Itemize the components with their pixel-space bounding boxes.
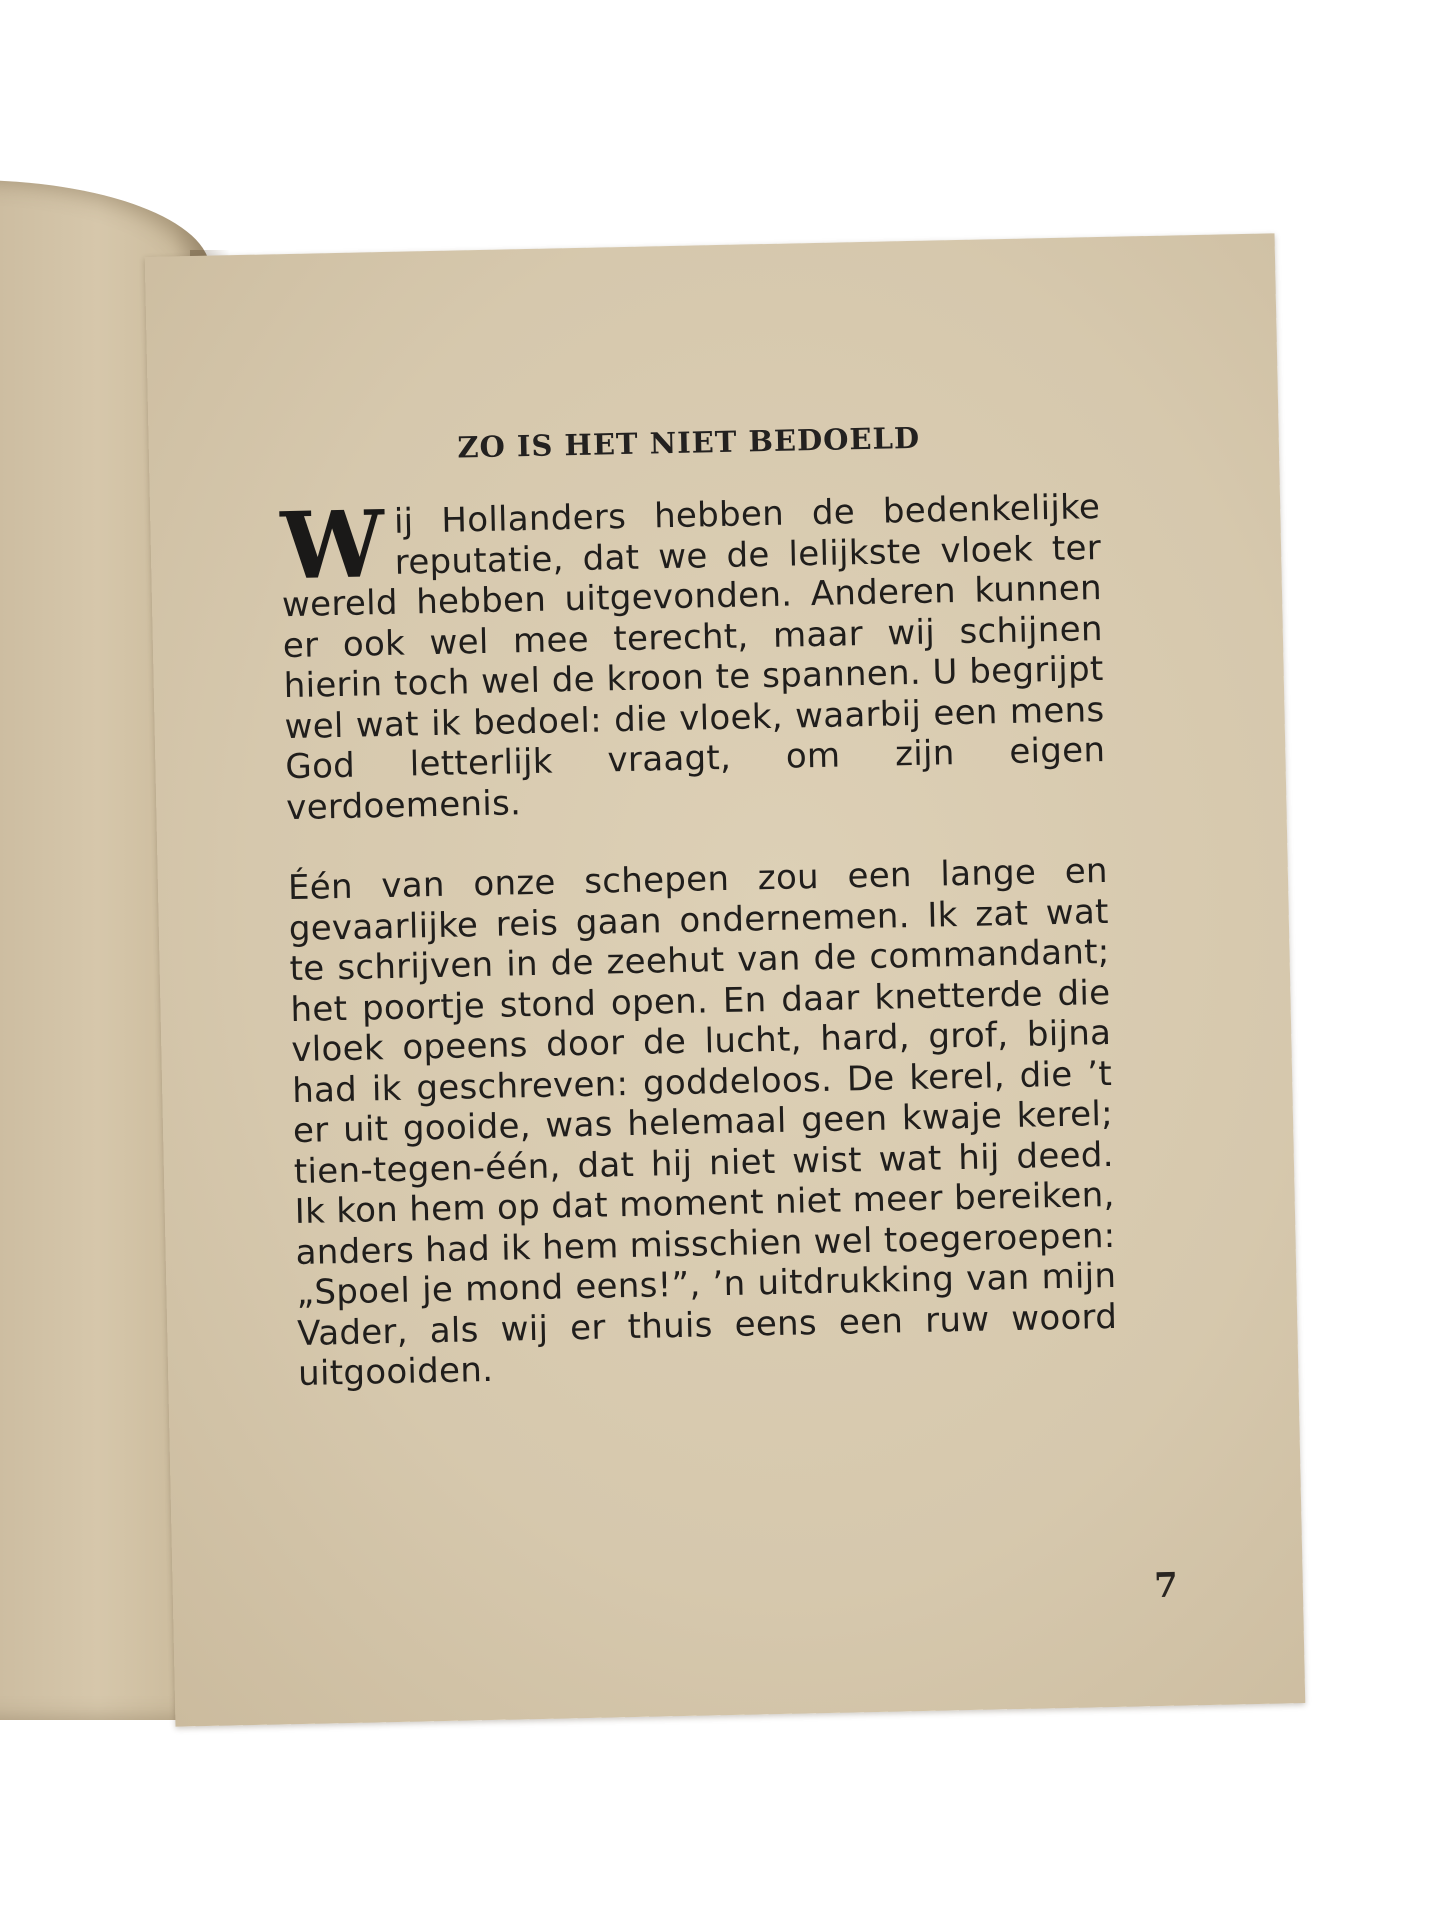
- chapter-title: ZO IS HET NIET BEDOELD: [457, 420, 921, 465]
- paragraph-1: [280, 487, 1107, 828]
- page-text-block: [278, 417, 1118, 1394]
- page-number: 7: [1153, 1565, 1179, 1607]
- paragraph-2: Één van onze schepen zou een lange en gevaarlijke reis gaan ondernemen. Ik zat wat te schrijven in de zeehut van de commandant; het poortje stond open. En daar knetterde die vloek opeens door de lucht, hard, grof, bijna had ik geschreven: goddeloos. De kerel, die ’t er uit gooide, was helemaal geen kwaje kerel; tien-tegen-één, dat hij niet wist wat hij deed. Ik kon hem op dat moment niet meer bereiken, anders had ik hem misschien wel toegeroepen: „Spoel je mond eens!”, ’n uitdrukking van mijn Vader, als wij er thuis eens een ruw woord uitgooiden.: [287, 850, 1118, 1395]
- paragraph-1-text: ij Hollanders hebben de bedenkelijke reputatie, dat we de lelijkste vloek ter wereld hebben uitgevonden. Anderen kunnen er ook wel mee terecht, maar wij schijnen hierin toch wel de kroon te spannen. U begrijpt wel wat ik bedoel: die vloek, waarbij een mens God letterlijk vraagt, om zijn eigen verdoemenis.: [281, 487, 1106, 828]
- drop-cap: W: [279, 490, 386, 601]
- right-page: [145, 233, 1306, 1726]
